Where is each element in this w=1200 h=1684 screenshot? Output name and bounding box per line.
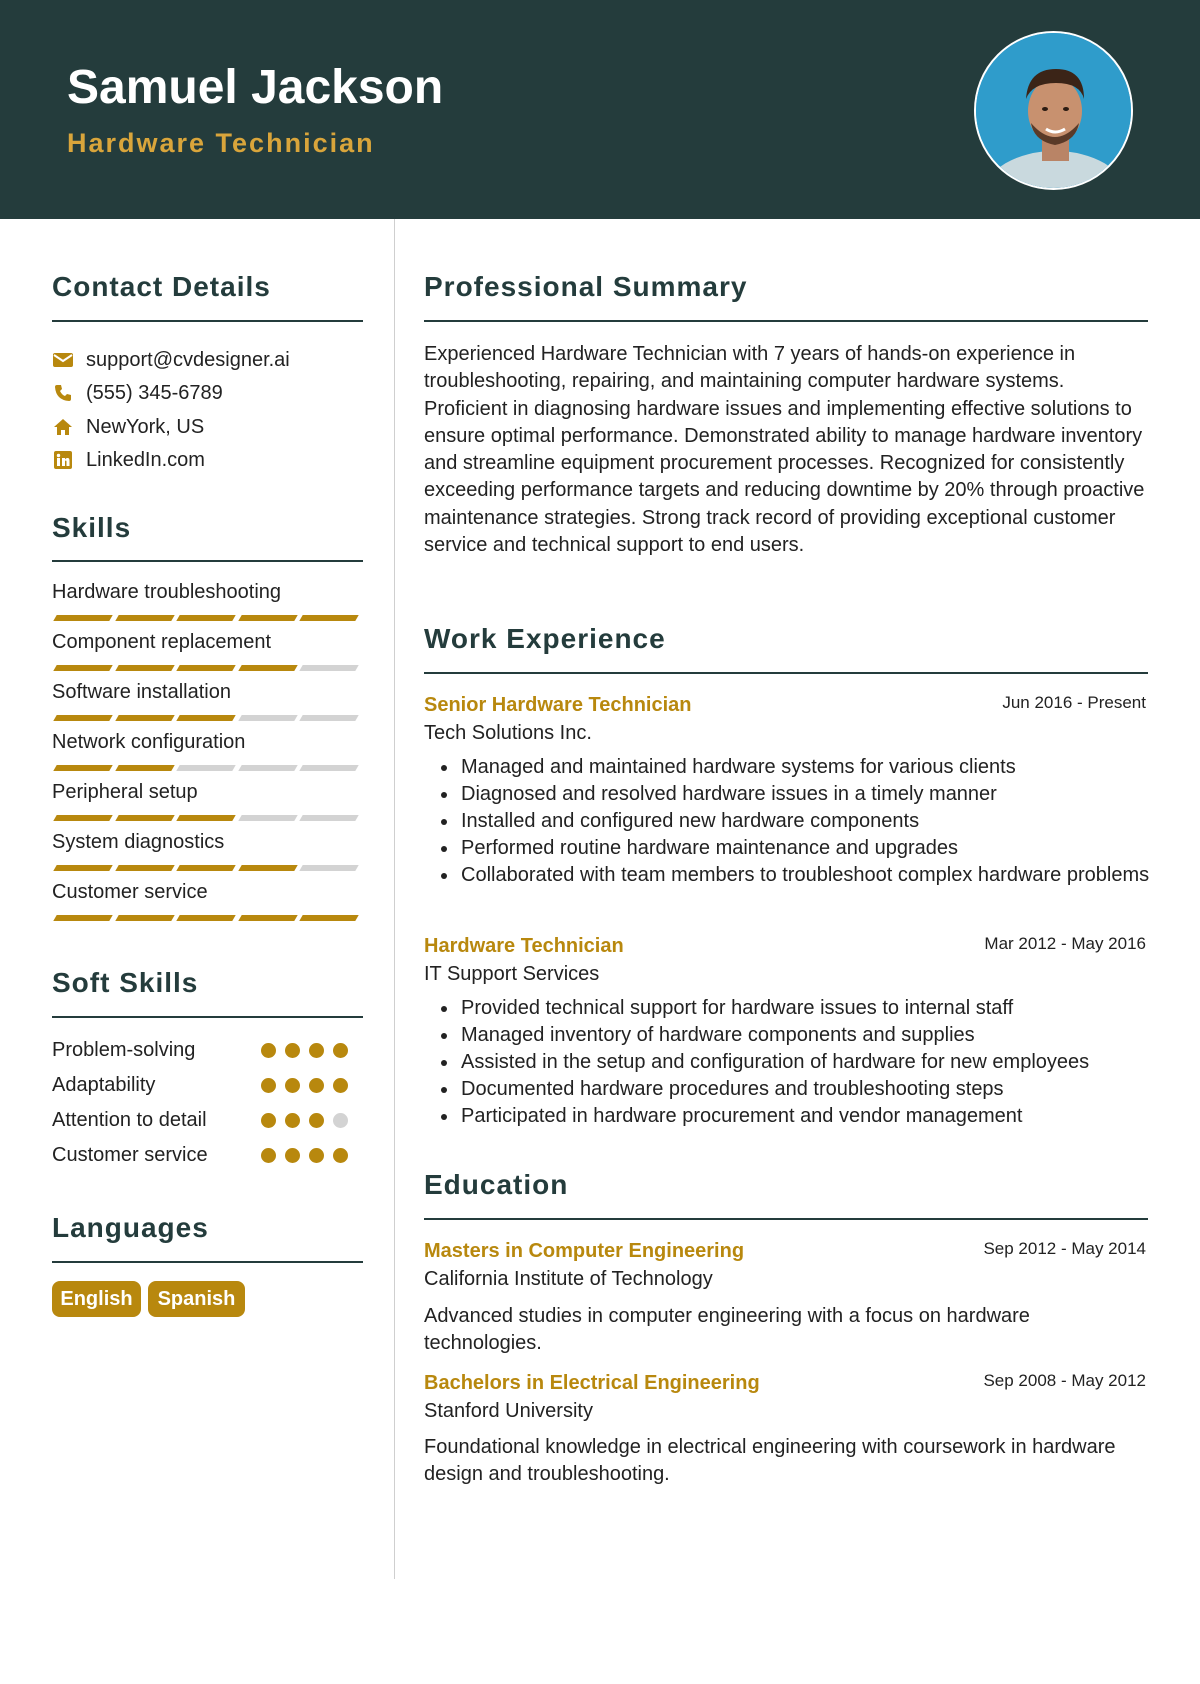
location-text: NewYork, US xyxy=(86,415,205,438)
linkedin-text: LinkedIn.com xyxy=(86,448,205,471)
contact-email[interactable] xyxy=(52,348,290,372)
skill-level-bar xyxy=(52,915,362,923)
skill-level-segment xyxy=(115,615,174,621)
soft-skill-label: Attention to detail xyxy=(52,1109,207,1131)
school-name: California Institute of Technology xyxy=(424,1268,713,1290)
job-bullets xyxy=(461,754,1151,889)
skill-level-segment xyxy=(238,665,297,671)
job-title: Senior Hardware Technician xyxy=(424,694,692,716)
skill-label: Component replacement xyxy=(52,631,272,653)
column-divider xyxy=(394,219,395,1579)
skill-level-segment xyxy=(238,915,297,921)
skill-level-segment xyxy=(238,815,297,821)
list-item: Documented hardware procedures and troubleshooting steps xyxy=(461,1076,1151,1103)
soft-skill-dot xyxy=(309,1043,324,1058)
list-item: Participated in hardware procurement and vendor management xyxy=(461,1103,1151,1130)
header-banner xyxy=(0,0,1200,219)
skill-level-segment xyxy=(53,915,112,921)
soft-skill-label: Adaptability xyxy=(52,1074,156,1096)
soft-skill-dot xyxy=(309,1078,324,1093)
list-item: Collaborated with team members to troubleshoot complex hardware problems xyxy=(461,862,1151,889)
skill-level-segment xyxy=(299,715,358,721)
skill-level-segment xyxy=(299,665,358,671)
skill-level-segment xyxy=(238,865,297,871)
degree-title: Masters in Computer Engineering xyxy=(424,1240,745,1262)
degree-date: Sep 2012 - May 2014 xyxy=(983,1239,1146,1258)
experience-rule xyxy=(424,672,1148,674)
soft-skill-dot xyxy=(261,1078,276,1093)
soft-skill-dot xyxy=(261,1043,276,1058)
skill-level-segment xyxy=(53,665,112,671)
candidate-role: Hardware Technician xyxy=(67,128,375,158)
skill-label: Hardware troubleshooting xyxy=(52,581,282,603)
skill-level-bar xyxy=(52,615,362,623)
skill-level-segment xyxy=(176,665,235,671)
candidate-name: Samuel Jackson xyxy=(67,61,444,114)
skill-label: Customer service xyxy=(52,881,208,903)
job-date: Mar 2012 - May 2016 xyxy=(984,934,1146,953)
languages-heading: Languages xyxy=(52,1212,209,1243)
education-rule xyxy=(424,1218,1148,1220)
language-chip-english: English xyxy=(52,1281,141,1317)
contact-heading: Contact Details xyxy=(52,271,271,302)
skill-level-segment xyxy=(176,715,235,721)
skill-level-bar xyxy=(52,715,362,723)
soft-skill-dot xyxy=(309,1148,324,1163)
skill-level-segment xyxy=(115,665,174,671)
avatar xyxy=(974,31,1133,190)
list-item: Performed routine hardware maintenance and upgrades xyxy=(461,835,1151,862)
skill-level-segment xyxy=(299,915,358,921)
soft-skill-label: Customer service xyxy=(52,1144,208,1166)
contact-phone[interactable] xyxy=(52,381,223,405)
skill-level-segment xyxy=(176,615,235,621)
job-date: Jun 2016 - Present xyxy=(1002,693,1146,712)
job-company: Tech Solutions Inc. xyxy=(424,722,592,744)
skill-level-segment xyxy=(176,915,235,921)
skill-level-segment xyxy=(115,765,174,771)
skills-heading: Skills xyxy=(52,512,132,543)
skill-level-bar xyxy=(52,765,362,773)
soft-skill-dot xyxy=(261,1113,276,1128)
experience-heading: Work Experience xyxy=(424,623,666,654)
soft-skills-rule xyxy=(52,1016,363,1018)
degree-description: Advanced studies in computer engineering with a focus on hardware technologies. xyxy=(424,1305,1030,1354)
soft-skill-dot xyxy=(333,1078,348,1093)
home-icon xyxy=(52,416,74,438)
skill-label: Network configuration xyxy=(52,731,246,753)
skill-level-segment xyxy=(299,815,358,821)
list-item: Assisted in the setup and configuration of hardware for new employees xyxy=(461,1049,1151,1076)
skill-level-segment xyxy=(176,815,235,821)
skill-level-segment xyxy=(53,765,112,771)
email-text: support@cvdesigner.ai xyxy=(86,348,290,371)
skill-label: Software installation xyxy=(52,681,231,703)
skill-level-segment xyxy=(176,865,235,871)
skill-level-segment xyxy=(115,815,174,821)
summary-text: Experienced Hardware Technician with 7 years of hands-on experience in troubleshooting, repairing, and maintaining computer hardware systems. Proficient in diagnosing hardware issues and implementing effective solutions to ensure optimal performance. Demonstrated ability to manage hardware inventory and streamline equipment procurement processes. Recognized for consistently exceeding performance targets and reducing downtime by 20% through proactive maintenance strategies. Strong track record of providing exceptional customer service and technical support to end users. xyxy=(424,343,1145,557)
list-item: Provided technical support for hardware issues to internal staff xyxy=(461,995,1151,1022)
contact-rule xyxy=(52,320,363,322)
list-item: Managed and maintained hardware systems for various clients xyxy=(461,754,1151,781)
job-bullets xyxy=(461,995,1151,1130)
soft-skill-dot xyxy=(309,1113,324,1128)
summary-rule xyxy=(424,320,1148,322)
contact-location xyxy=(52,415,204,439)
envelope-icon xyxy=(52,349,74,371)
soft-skill-dot xyxy=(261,1148,276,1163)
education-heading: Education xyxy=(424,1169,569,1200)
soft-skill-dot xyxy=(333,1148,348,1163)
skill-level-segment xyxy=(115,865,174,871)
skill-level-segment xyxy=(53,715,112,721)
profile-photo xyxy=(976,33,1133,190)
skill-label: Peripheral setup xyxy=(52,781,198,803)
languages-rule xyxy=(52,1261,363,1263)
language-chip-spanish: Spanish xyxy=(148,1281,245,1317)
skill-level-bar xyxy=(52,865,362,873)
degree-description: Foundational knowledge in electrical engineering with coursework in hardware design and troubleshooting. xyxy=(424,1436,1116,1485)
list-item: Managed inventory of hardware components and supplies xyxy=(461,1022,1151,1049)
degree-date: Sep 2008 - May 2012 xyxy=(983,1371,1146,1390)
school-name: Stanford University xyxy=(424,1400,593,1422)
list-item: Installed and configured new hardware components xyxy=(461,808,1151,835)
skill-level-segment xyxy=(176,765,235,771)
skill-level-segment xyxy=(299,865,358,871)
soft-skill-label: Problem-solving xyxy=(52,1039,196,1061)
skill-level-segment xyxy=(299,615,358,621)
job-company: IT Support Services xyxy=(424,963,600,985)
linkedin-icon xyxy=(52,449,74,471)
skill-level-segment xyxy=(53,865,112,871)
phone-text: (555) 345-6789 xyxy=(86,381,223,404)
skill-level-segment xyxy=(53,615,112,621)
soft-skill-dot xyxy=(285,1148,300,1163)
soft-skill-dot xyxy=(285,1078,300,1093)
contact-linkedin[interactable] xyxy=(52,448,205,472)
skill-level-segment xyxy=(53,815,112,821)
soft-skill-dot xyxy=(333,1043,348,1058)
skill-label: System diagnostics xyxy=(52,831,225,853)
soft-skill-dot xyxy=(285,1113,300,1128)
skill-level-segment xyxy=(115,915,174,921)
skill-level-segment xyxy=(238,615,297,621)
skill-level-segment xyxy=(238,715,297,721)
skill-level-bar xyxy=(52,815,362,823)
soft-skills-heading: Soft Skills xyxy=(52,967,199,998)
degree-title: Bachelors in Electrical Engineering xyxy=(424,1372,760,1394)
skill-level-segment xyxy=(115,715,174,721)
soft-skill-dot xyxy=(285,1043,300,1058)
list-item: Diagnosed and resolved hardware issues in a timely manner xyxy=(461,781,1151,808)
skill-level-bar xyxy=(52,665,362,673)
skill-level-segment xyxy=(238,765,297,771)
job-title: Hardware Technician xyxy=(424,935,624,957)
soft-skill-dot xyxy=(333,1113,348,1128)
summary-heading: Professional Summary xyxy=(424,271,748,302)
skill-level-segment xyxy=(299,765,358,771)
phone-icon xyxy=(52,382,74,404)
skills-rule xyxy=(52,560,363,562)
